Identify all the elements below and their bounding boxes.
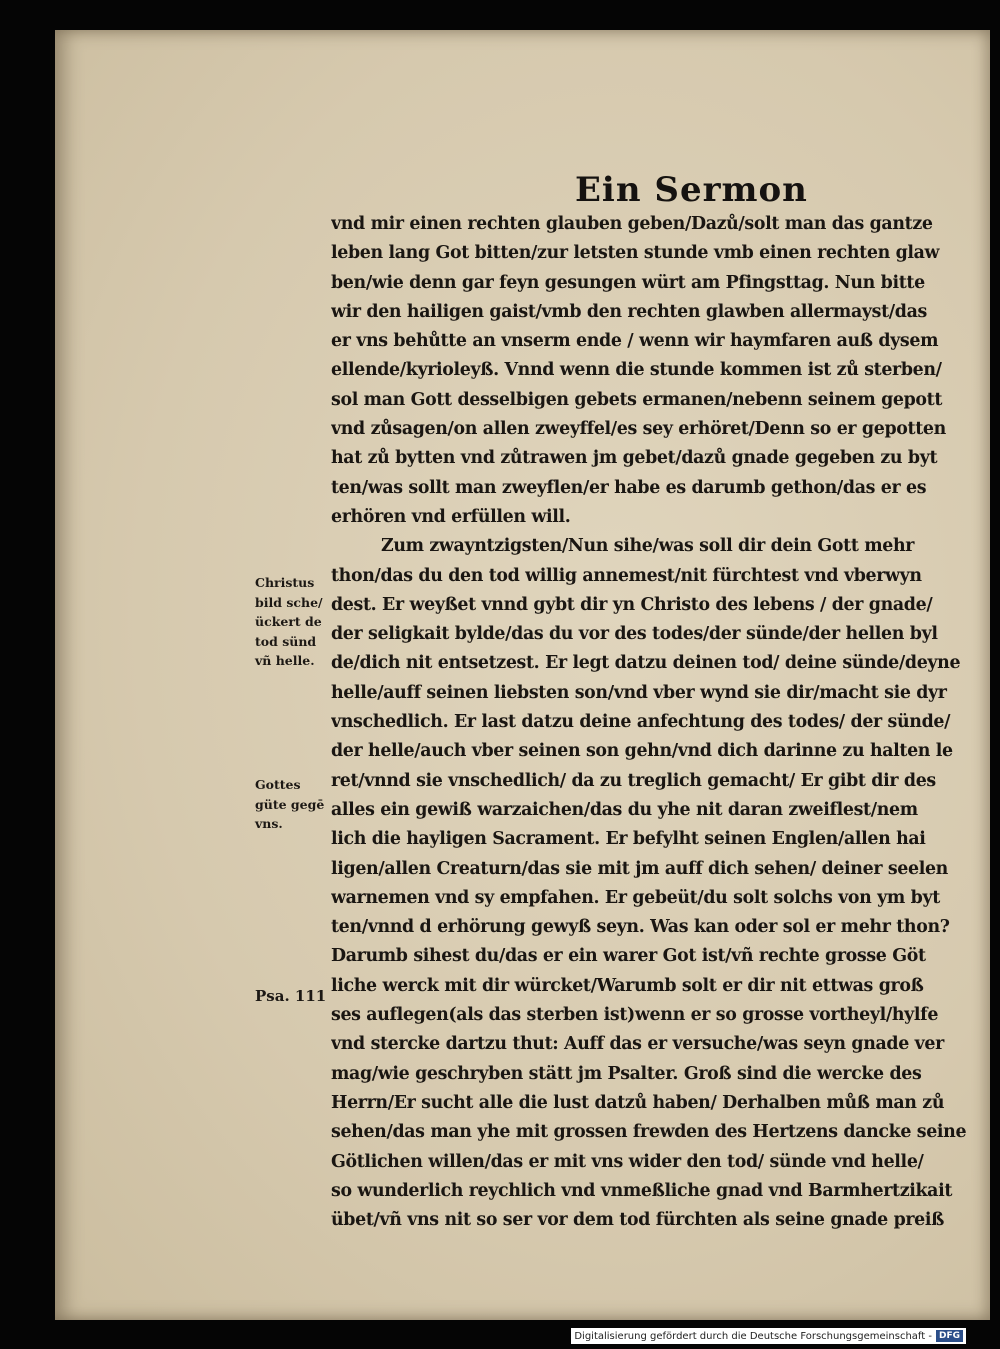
margin-note-christus xyxy=(255,573,323,671)
margin-note-line: tod sünd xyxy=(255,633,317,649)
text-line: ten/was sollt man zweyflen/er habe es darumb gethon/das er es xyxy=(331,477,927,498)
text-line: ellende/kyrioleyß. Vnnd wenn die stunde kommen ist zů sterben/ xyxy=(331,360,942,381)
text-line: warnemen vnd sy empfahen. Er gebeüt/du solt solchs von ym byt xyxy=(331,887,940,908)
text-line: er vns behůtte an vnserm ende / wenn wir haymfaren auß dysem xyxy=(331,331,939,352)
text-line: übet/vñ vns nit so ser vor dem tod fürchten als seine gnade preiß xyxy=(331,1210,945,1231)
text-line: Darumb sihest du/das er ein warer Got ist/vñ rechte grosse Göt xyxy=(331,946,926,967)
text-line: dest. Er weyßet vnnd gybt dir yn Christo des lebens / der gnade/ xyxy=(331,594,933,615)
text-line: mag/wie geschryben stätt jm Psalter. Groß sind die wercke des xyxy=(331,1063,922,1084)
text-line: wir den hailigen gaist/vmb den rechten glawben allermayst/das xyxy=(331,301,927,322)
digitization-footer xyxy=(571,1328,966,1344)
margin-note-gottes xyxy=(255,775,324,834)
text-line: sehen/das man yhe mit grossen frewden des Hertzens dancke seine xyxy=(331,1122,967,1143)
text-line: ses auflegen(als das sterben ist)wenn er so grosse vortheyl/hylfe xyxy=(331,1005,939,1026)
margin-note-line: ückert de xyxy=(255,614,322,629)
margin-note-line: güte gegē xyxy=(255,796,325,812)
text-line: vnd mir einen rechten glauben geben/Dazů/solt man das gantze xyxy=(331,214,933,234)
text-line: alles ein gewiß warzaichen/das du yhe nit daran zweiflest/nem xyxy=(331,799,918,820)
margin-note-line: vns. xyxy=(255,816,283,831)
dfg-logo-icon: DFG xyxy=(936,1330,963,1342)
text-line: leben lang Got bitten/zur letsten stunde vmb einen rechten glaw xyxy=(331,243,940,264)
text-line: Herrn/Er sucht alle die lust datzů haben/ Derhalben můß man zů xyxy=(331,1092,945,1113)
text-line: de/dich nit entsetzest. Er legt datzu deinen tod/ deine sünde/deyne xyxy=(331,653,961,674)
text-line: vnd stercke dartzu thut: Auff das er versuche/was seyn gnade ver xyxy=(331,1034,944,1055)
book-page xyxy=(55,30,990,1320)
text-line: sol man Gott desselbigen gebets ermanen/nebenn seinem gepott xyxy=(331,389,943,410)
text-line: Götlichen willen/das er mit vns wider den tod/ sünde vnd helle/ xyxy=(331,1151,924,1172)
margin-note-line: Gottes xyxy=(255,777,301,792)
text-line: hat zů bytten vnd zůtrawen jm gebet/dazů gnade gegeben zu byt xyxy=(331,448,938,469)
text-line: ten/vnnd d erhörung gewyß seyn. Was kan oder sol er mehr thon? xyxy=(331,917,950,938)
text-line: helle/auff seinen liebsten son/vnd vber wynd sie dir/macht sie dyr xyxy=(331,682,947,703)
text-line: so wunderlich reychlich vnd vnmeßliche gnad vnd Barmhertzikait xyxy=(331,1180,953,1201)
text-line: der seligkait bylde/das du vor des todes/der sünde/der hellen byl xyxy=(331,624,938,645)
text-line: liche werck mit dir würcket/Warumb solt er dir nit ettwas groß xyxy=(331,975,924,996)
running-heading: Ein Sermon xyxy=(575,170,808,210)
margin-note-line: bild sche/ xyxy=(255,594,323,610)
footer-credit: Digitalisierung gefördert durch die Deutsche Forschungsgemeinschaft - xyxy=(574,1330,932,1342)
margin-note-line: Christus xyxy=(255,575,315,590)
text-line: thon/das du den tod willig annemest/nit fürchtest vnd vberwyn xyxy=(331,565,922,586)
body-text xyxy=(331,210,1000,1235)
text-line: ben/wie denn gar feyn gesungen würt am Pfingsttag. Nun bitte xyxy=(331,272,925,293)
text-line: der helle/auch vber seinen son gehn/vnd dich darinne zu halten le xyxy=(331,741,953,762)
margin-note-line: Psa. 111 xyxy=(255,987,327,1005)
text-line: vnd zůsagen/on allen zweyffel/es sey erhöret/Denn so er gepotten xyxy=(331,419,946,440)
text-line: lich die hayligen Sacrament. Er befylht seinen Englen/allen hai xyxy=(331,829,926,850)
text-line: ligen/allen Creaturn/das sie mit jm auff dich sehen/ deiner seelen xyxy=(331,858,948,879)
text-line: Zum zwayntzigsten/Nun sihe/was soll dir dein Gott mehr xyxy=(381,536,915,557)
text-line: erhören vnd erfüllen will. xyxy=(331,506,571,527)
margin-note-line: vñ helle. xyxy=(255,653,315,668)
text-line: vnschedlich. Er last datzu deine anfechtung des todes/ der sünde/ xyxy=(331,712,951,733)
margin-note-psalm xyxy=(255,986,326,1006)
text-line: ret/vnnd sie vnschedlich/ da zu treglich gemacht/ Er gibt dir des xyxy=(331,770,936,791)
